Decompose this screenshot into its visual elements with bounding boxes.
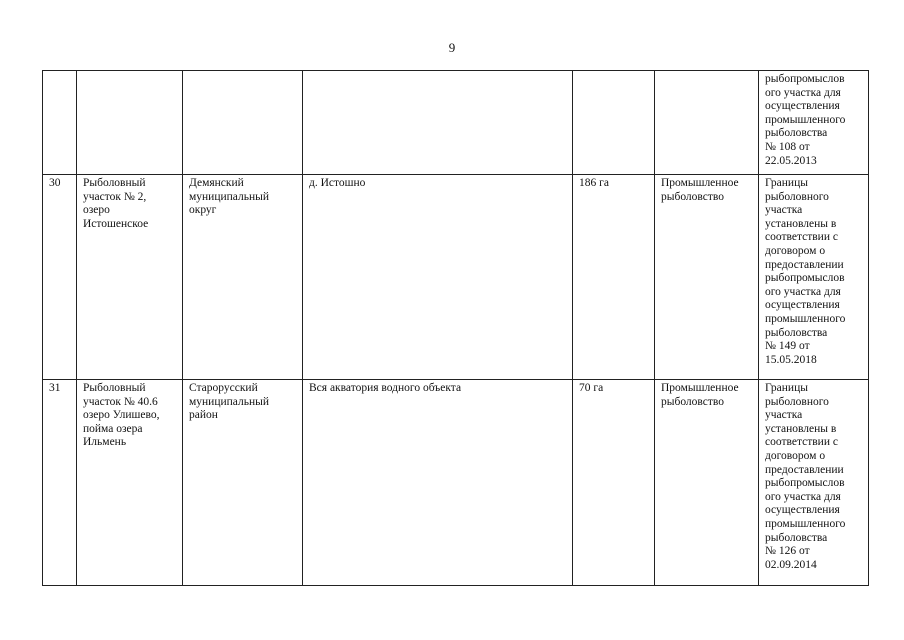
purpose-cell: Промышленное рыболовство	[655, 175, 759, 380]
boundaries-cell: рыбопромыслов ого участка для осуществления промышленного рыболовства № 108 от 22.05.2013	[759, 71, 869, 175]
table-row	[43, 175, 869, 380]
purpose-cell	[655, 71, 759, 175]
boundaries-cell: Границы рыболовного участка установлены в соответствии с договором о предоставлении рыбопромыслов ого участка для осуществления промышленного рыболовства № 149 от 15.05.2018	[759, 175, 869, 380]
district-cell: Старорусский муниципальный район	[183, 380, 303, 586]
row-number-cell	[43, 71, 77, 175]
area-name-cell: Рыболовный участок № 2, озеро Истошенское	[77, 175, 183, 380]
table-row	[43, 380, 869, 586]
purpose-cell: Промышленное рыболовство	[655, 380, 759, 586]
area-size-cell: 186 га	[573, 175, 655, 380]
district-cell	[183, 71, 303, 175]
location-cell: Вся акватория водного объекта	[303, 380, 573, 586]
table-row	[43, 71, 869, 175]
boundaries-cell: Границы рыболовного участка установлены в соответствии с договором о предоставлении рыбопромыслов ого участка для осуществления промышленного рыболовства № 126 от 02.09.2014	[759, 380, 869, 586]
row-number-cell: 30	[43, 175, 77, 380]
row-number-cell: 31	[43, 380, 77, 586]
fishing-areas-table	[42, 70, 869, 586]
area-name-cell	[77, 71, 183, 175]
area-size-cell: 70 га	[573, 380, 655, 586]
area-size-cell	[573, 71, 655, 175]
location-cell	[303, 71, 573, 175]
district-cell: Демянский муниципальный округ	[183, 175, 303, 380]
page-number: 9	[448, 40, 456, 55]
location-cell: д. Истошно	[303, 175, 573, 380]
area-name-cell: Рыболовный участок № 40.6 озеро Улишево, пойма озера Ильмень	[77, 380, 183, 586]
